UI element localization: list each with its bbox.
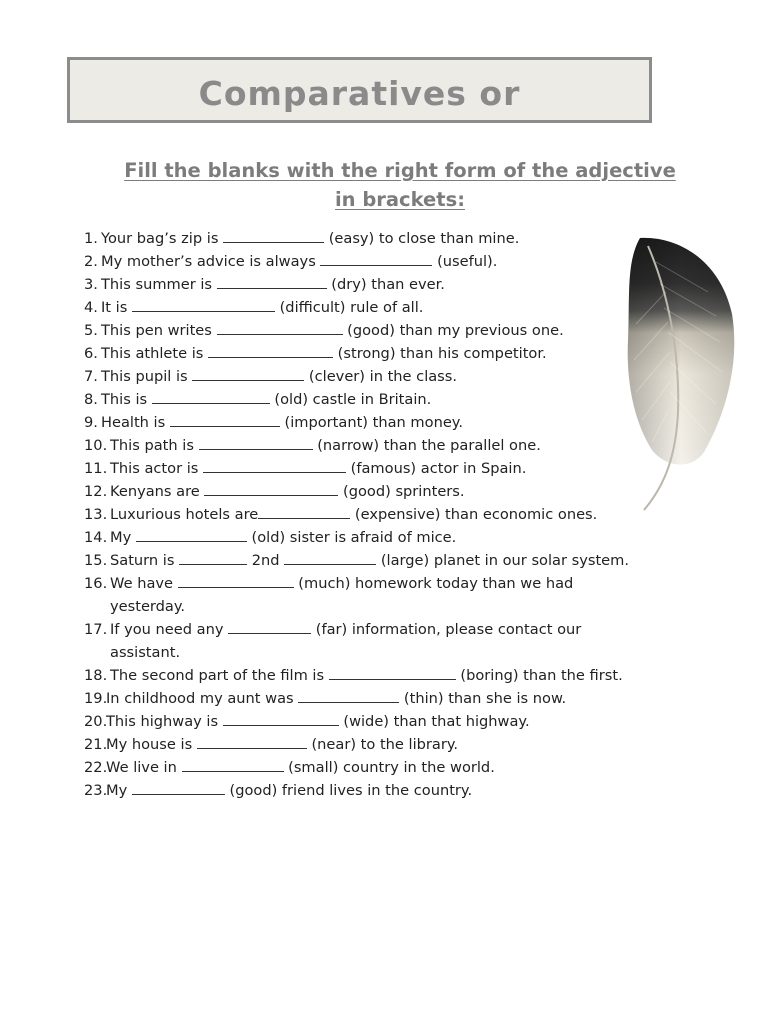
item-number: 19. — [84, 690, 108, 707]
sentence-start: This actor is — [110, 460, 204, 477]
sentence-end: (good) sprinters. — [338, 483, 465, 500]
instructions: Fill the blanks with the right form of the adjective in brackets: — [124, 159, 676, 211]
sentence-start: It is — [101, 299, 132, 316]
sentence-start: This pen writes — [101, 322, 217, 339]
answer-blank[interactable] — [182, 756, 284, 772]
sentence-start: My — [106, 782, 132, 799]
item-number: 9. — [84, 414, 98, 431]
sentence-end: (old) sister is afraid of mice. — [246, 529, 457, 546]
sentence-end: (difficult) rule of all. — [274, 299, 424, 316]
item-number: 21. — [84, 736, 108, 753]
answer-blank[interactable] — [284, 549, 376, 565]
item-number: 15. — [84, 552, 108, 569]
answer-blank[interactable] — [258, 503, 350, 519]
sentence-start: My — [110, 529, 136, 546]
sentence-start: Your bag’s zip is — [101, 230, 224, 247]
exercise-item-20 — [84, 710, 724, 733]
sentence-start: My mother’s advice is always — [101, 253, 321, 270]
exercise-item-15 — [84, 549, 724, 572]
sentence-end: (large) planet in our solar system. — [376, 552, 630, 569]
sentence-start: We live in — [106, 759, 182, 776]
exercise-item-18 — [84, 664, 724, 687]
answer-blank[interactable] — [203, 457, 346, 473]
item-number: 23. — [84, 782, 108, 799]
item-number: 14. — [84, 529, 108, 546]
answer-blank[interactable] — [298, 687, 399, 703]
item-number: 6. — [84, 345, 98, 362]
sentence-start: This path is — [110, 437, 199, 454]
item-number: 7. — [84, 368, 98, 385]
item-number: 13. — [84, 506, 108, 523]
sentence-end: (narrow) than the parallel one. — [312, 437, 541, 454]
sentence-start: Health is — [101, 414, 170, 431]
sentence-end: (clever) in the class. — [304, 368, 458, 385]
sentence-end: (expensive) than economic ones. — [350, 506, 598, 523]
sentence-end: (important) than money. — [279, 414, 463, 431]
sentence-start: My house is — [106, 736, 197, 753]
item-number: 17. — [84, 621, 108, 638]
sentence-end: (easy) to close than mine. — [324, 230, 520, 247]
sentence-start: If you need any — [110, 621, 229, 638]
item-number: 4. — [84, 299, 98, 316]
sentence-start: Luxurious hotels are — [110, 506, 259, 523]
answer-blank[interactable] — [320, 250, 432, 266]
answer-blank[interactable] — [170, 411, 280, 427]
sentence-start: This summer is — [101, 276, 217, 293]
exercise-item-19 — [84, 687, 724, 710]
answer-blank[interactable] — [199, 434, 313, 450]
sentence-start: This is — [101, 391, 152, 408]
sentence-end: (useful). — [432, 253, 498, 270]
item-number: 10. — [84, 437, 108, 454]
answer-blank[interactable] — [223, 710, 339, 726]
worksheet-title: Comparatives or — [198, 74, 521, 113]
sentence-end: (famous) actor in Spain. — [346, 460, 527, 477]
sentence-start: This pupil is — [101, 368, 193, 385]
exercise-item-21 — [84, 733, 724, 756]
sentence-end: (wide) than that highway. — [338, 713, 530, 730]
item-number: 11. — [84, 460, 108, 477]
sentence-end: (thin) than she is now. — [399, 690, 567, 707]
item-number: 8. — [84, 391, 98, 408]
exercise-item-23 — [84, 779, 724, 802]
item-number: 1. — [84, 230, 98, 247]
sentence-end: (near) to the library. — [306, 736, 459, 753]
sentence-end: (good) than my previous one. — [342, 322, 564, 339]
answer-blank[interactable] — [178, 572, 294, 588]
sentence-middle: 2nd — [247, 552, 285, 569]
sentence-end: (strong) than his competitor. — [333, 345, 547, 362]
answer-blank[interactable] — [329, 664, 456, 680]
answer-blank[interactable] — [223, 227, 324, 243]
answer-blank[interactable] — [217, 273, 327, 289]
item-number: 22. — [84, 759, 108, 776]
exercise-item-16 — [84, 572, 724, 618]
answer-blank[interactable] — [217, 319, 343, 335]
answer-blank[interactable] — [204, 480, 338, 496]
exercise-item-14 — [84, 526, 724, 549]
item-number: 3. — [84, 276, 98, 293]
feather-image — [608, 232, 738, 514]
sentence-end: (old) castle in Britain. — [269, 391, 432, 408]
item-number: 20. — [84, 713, 108, 730]
item-number: 18. — [84, 667, 108, 684]
answer-blank[interactable] — [132, 296, 275, 312]
answer-blank[interactable] — [192, 365, 304, 381]
answer-blank[interactable] — [152, 388, 270, 404]
title-box — [67, 57, 652, 123]
item-number: 12. — [84, 483, 108, 500]
item-number: 5. — [84, 322, 98, 339]
exercise-item-22 — [84, 756, 724, 779]
sentence-start: This athlete is — [101, 345, 209, 362]
answer-blank[interactable] — [132, 779, 225, 795]
sentence-end: (dry) than ever. — [326, 276, 445, 293]
answer-blank[interactable] — [136, 526, 247, 542]
sentence-start: In childhood my aunt was — [106, 690, 299, 707]
exercise-item-17 — [84, 618, 724, 664]
sentence-end: (boring) than the first. — [455, 667, 623, 684]
answer-blank[interactable] — [228, 618, 311, 634]
answer-blank[interactable] — [197, 733, 307, 749]
sentence-start: The second part of the film is — [110, 667, 329, 684]
item-number: 16. — [84, 575, 108, 592]
sentence-end: (much) homework today than we had yesterday. — [110, 575, 574, 615]
sentence-start: Kenyans are — [110, 483, 205, 500]
item-number: 2. — [84, 253, 98, 270]
answer-blank[interactable] — [208, 342, 333, 358]
sentence-end: (far) information, please contact our assistant. — [110, 621, 582, 661]
sentence-end: (small) country in the world. — [283, 759, 495, 776]
sentence-start: Saturn is — [110, 552, 180, 569]
answer-blank[interactable] — [179, 549, 247, 565]
sentence-start: This highway is — [106, 713, 223, 730]
sentence-start: We have — [110, 575, 178, 592]
sentence-end: (good) friend lives in the country. — [224, 782, 473, 799]
